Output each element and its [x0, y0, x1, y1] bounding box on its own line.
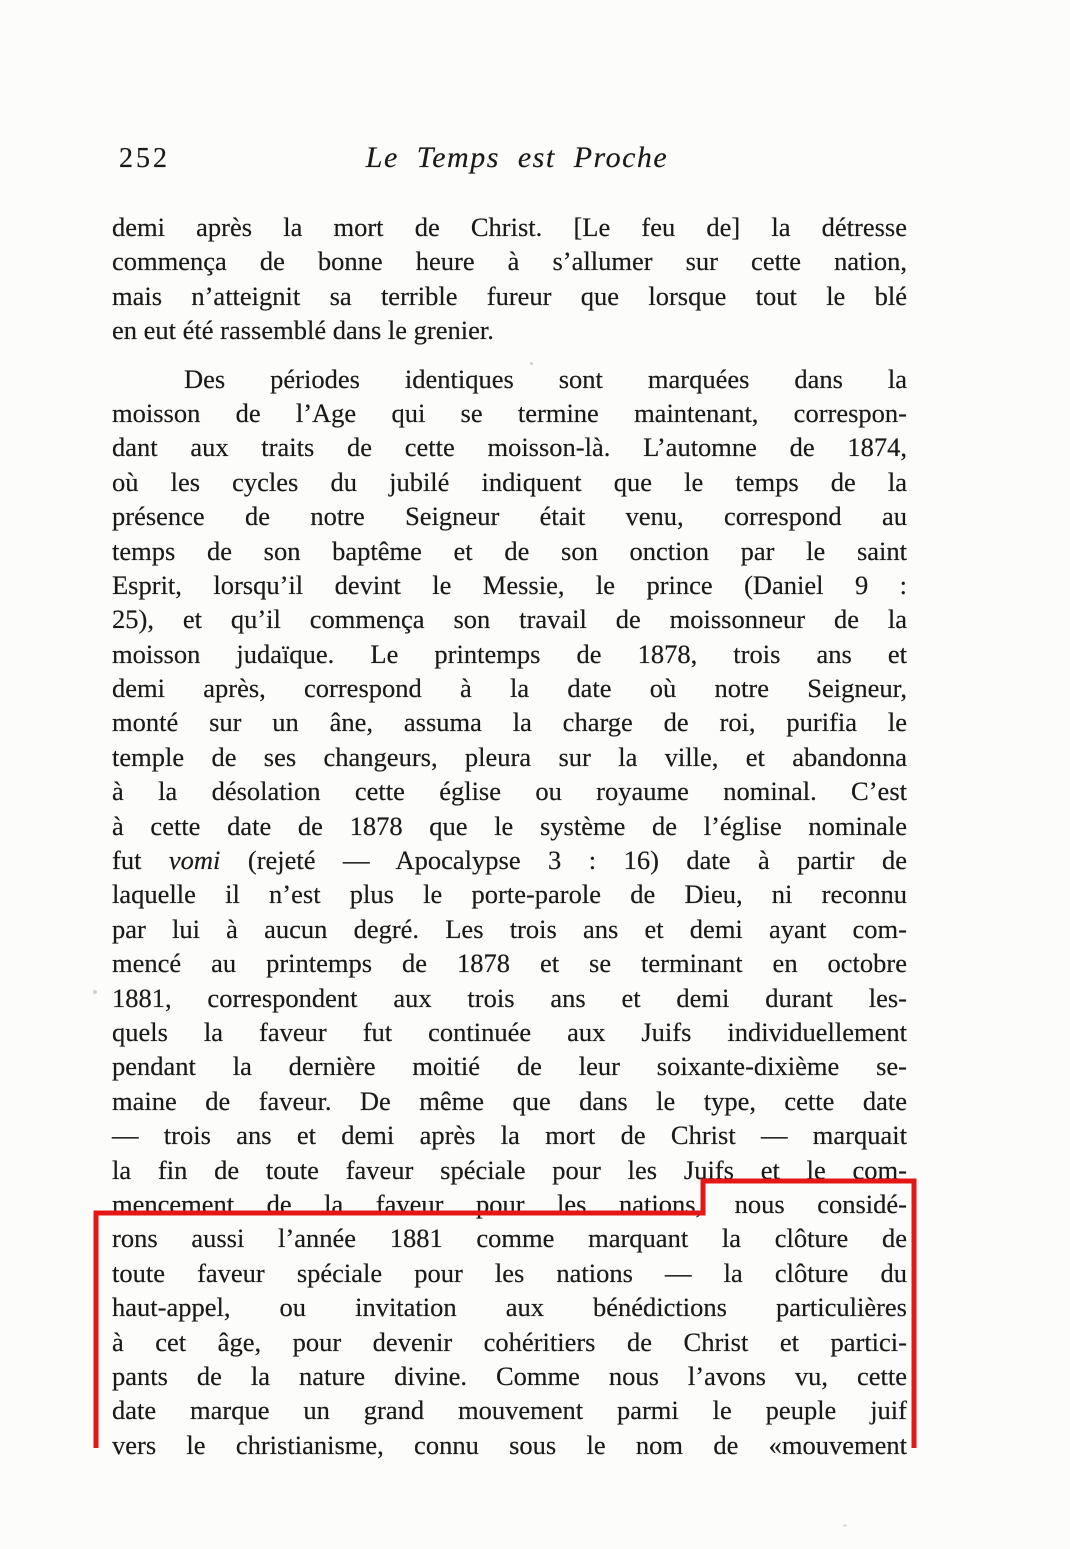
- text-segment: moisson de l’Age qui se termine maintenant, correspon-: [112, 397, 907, 428]
- text-segment: mais n’atteignit sa terrible fureur que lorsque tout le blé: [112, 280, 907, 311]
- scan-speck: [93, 990, 97, 994]
- italic-text: vomi: [168, 845, 221, 876]
- text-line: [112, 465, 907, 499]
- text-line: [112, 671, 907, 705]
- text-line: [112, 877, 907, 911]
- text-line: [112, 946, 907, 980]
- text-line: [112, 362, 907, 396]
- text-segment: vers le christianisme, connu sous le nom de «mouvement: [112, 1429, 907, 1460]
- text-segment: mencé au printemps de 1878 et se terminant en octobre: [112, 948, 907, 979]
- text-line: [112, 1428, 907, 1462]
- text-segment: haut-appel, ou invitation aux bénédictions particulières: [112, 1292, 907, 1323]
- text-line: [112, 1221, 907, 1255]
- text-segment: temple de ses changeurs, pleura sur la ville, et abandonna: [112, 741, 907, 772]
- text-line: [112, 396, 907, 430]
- text-segment: fut: [112, 845, 169, 876]
- text-segment: présence de notre Seigneur était venu, correspond au: [112, 501, 907, 532]
- text-segment: à la désolation cette église ou royaume nominal. C’est: [112, 776, 907, 807]
- text-line: [112, 210, 907, 244]
- text-segment: quels la faveur fut continuée aux Juifs individuellement: [112, 1016, 907, 1047]
- text-segment: date marque un grand mouvement parmi le peuple juif: [112, 1395, 907, 1426]
- text-line: [112, 279, 907, 313]
- text-line: [112, 1256, 907, 1290]
- text-line: [112, 809, 907, 843]
- text-line: [112, 774, 907, 808]
- text-line: [112, 602, 907, 636]
- text-segment: en eut été rassemblé dans le grenier.: [112, 315, 494, 346]
- text-line: [112, 843, 907, 877]
- page-text: [112, 210, 907, 1462]
- text-line: [112, 1290, 907, 1324]
- page-number: 252: [119, 143, 170, 174]
- text-segment: maine de faveur. De même que dans le type, cette date: [112, 1085, 907, 1116]
- text-segment: par lui à aucun degré. Les trois ans et demi ayant com-: [112, 913, 907, 944]
- text-segment: la fin de toute faveur spéciale pour les Juifs et le com-: [112, 1154, 907, 1185]
- text-segment: moisson judaïque. Le printemps de 1878, trois ans et: [112, 638, 907, 669]
- text-line: [112, 1084, 907, 1118]
- text-segment: dant aux traits de cette moisson-là. L’automne de 1874,: [112, 432, 907, 463]
- text-segment: à cet âge, pour devenir cohéritiers de Christ et partici-: [112, 1326, 907, 1357]
- text-segment: pendant la dernière moitié de leur soixante-dixième se-: [112, 1051, 907, 1082]
- text-line: [112, 1187, 907, 1221]
- text-line: [112, 981, 907, 1015]
- text-segment: mencement de la faveur pour les nations, nous considé-: [112, 1188, 907, 1219]
- text-segment: — trois ans et demi après la mort de Christ — marquait: [112, 1120, 907, 1151]
- scan-speck: [843, 1524, 847, 1527]
- text-line: [112, 1015, 907, 1049]
- text-segment: où les cycles du jubilé indiquent que le temps de la: [112, 466, 907, 497]
- text-segment: laquelle il n’est plus le porte-parole de Dieu, ni reconnu: [112, 879, 907, 910]
- text-segment: monté sur un âne, assuma la charge de roi, purifia le: [112, 707, 907, 738]
- text-segment: temps de son baptême et de son onction par le saint: [112, 535, 907, 566]
- running-title: Le Temps est Proche: [365, 141, 669, 174]
- text-segment: à cette date de 1878 que le système de l’église nominale: [112, 810, 907, 841]
- text-line: [112, 1393, 907, 1427]
- text-segment: pants de la nature divine. Comme nous l’avons vu, cette: [112, 1360, 907, 1391]
- text-line: [112, 1359, 907, 1393]
- text-segment: toute faveur spéciale pour les nations — la clôture du: [112, 1257, 907, 1288]
- text-line: [112, 568, 907, 602]
- text-line: [112, 705, 907, 739]
- text-line: [112, 912, 907, 946]
- text-segment: (rejeté — Apocalypse 3 : 16) date à partir de: [220, 845, 908, 876]
- paragraph: [112, 362, 907, 1463]
- text-line: [112, 534, 907, 568]
- text-segment: Des périodes identiques sont marquées dans la: [184, 363, 907, 394]
- text-segment: demi après la mort de Christ. [Le feu de] la détresse: [112, 212, 907, 242]
- text-line: [112, 313, 907, 347]
- scan-speck: [530, 362, 533, 365]
- text-line: [112, 740, 907, 774]
- text-line: [112, 499, 907, 533]
- text-line: [112, 430, 907, 464]
- text-line: [112, 244, 907, 278]
- text-line: [112, 1049, 907, 1083]
- text-segment: 25), et qu’il commença son travail de moissonneur de la: [112, 604, 907, 635]
- text-segment: rons aussi l’année 1881 comme marquant la clôture de: [112, 1223, 907, 1254]
- text-line: [112, 637, 907, 671]
- text-line: [112, 1153, 907, 1187]
- paragraph: [112, 210, 907, 348]
- text-line: [112, 1325, 907, 1359]
- text-segment: 1881, correspondent aux trois ans et demi durant les-: [112, 982, 907, 1013]
- text-segment: Esprit, lorsqu’il devint le Messie, le prince (Daniel 9 :: [112, 569, 907, 600]
- text-line: [112, 1118, 907, 1152]
- text-segment: commença de bonne heure à s’allumer sur cette nation,: [112, 246, 907, 277]
- text-segment: demi après, correspond à la date où notre Seigneur,: [112, 673, 907, 704]
